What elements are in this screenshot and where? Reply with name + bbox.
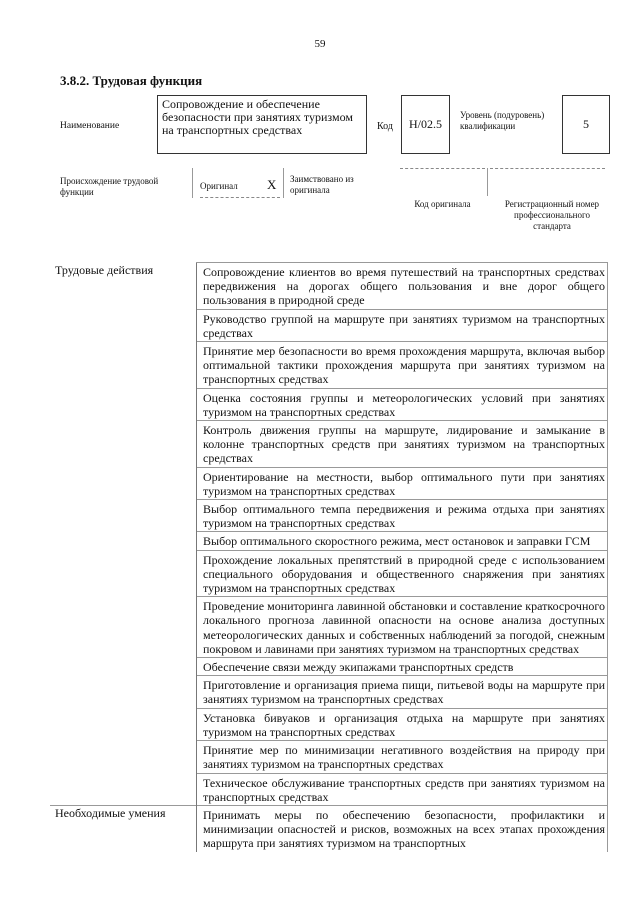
origin-underline-1	[200, 197, 280, 198]
list-item: Принимать меры по обеспечению безопасности, профилактики и минимизации опасностей и рисков, возможных на всех этапах прохождения маршрута при занятиях туризмом на транспортных	[197, 805, 608, 851]
name-label: Наименование	[60, 121, 120, 131]
list-item: Приготовление и организация приема пищи, питьевой воды на маршруте при занятиях туризмом на транспортных средствах	[197, 676, 608, 708]
section-label-skills: Необходимые умения	[50, 805, 197, 851]
origin-divider-1	[192, 168, 193, 198]
original-label: Оригинал	[200, 181, 238, 191]
origin-divider-2	[283, 168, 284, 198]
section-label-actions: Трудовые действия	[55, 262, 154, 277]
list-item: Прохождение локальных препятствий в природной среде с использованием специального оборудования и общественного снаряжения при занятиях туризмом на транспортных средствах	[197, 550, 608, 597]
function-name-box: Сопровождение и обеспечение безопасности при занятиях туризмом на транспортных средствах	[157, 95, 367, 154]
labor-function-table	[50, 262, 608, 852]
level-label: Уровень (подуровень) квалификации	[460, 110, 545, 131]
section-heading: 3.8.2. Трудовая функция	[60, 73, 203, 88]
table-row	[50, 805, 608, 851]
code-box: Н/02.5	[401, 95, 450, 154]
list-item: Руководство группой на маршруте при занятиях туризмом на транспортных средствах	[197, 309, 608, 341]
list-item: Выбор оптимального темпа передвижения и режима отдыха при занятиях туризмом на транспортных средствах	[197, 500, 608, 532]
borrowed-label: Заимствовано из оригинала	[290, 174, 354, 195]
origin-label: Происхождение трудовой функции	[60, 176, 159, 197]
list-item: Техническое обслуживание транспортных средств при занятиях туризмом на транспортных средствах	[197, 773, 608, 805]
list-item: Ориентирование на местности, выбор оптимального пути при занятиях туризмом на транспортных средствах	[197, 467, 608, 499]
code-label: Код	[377, 121, 393, 132]
list-item: Сопровождение клиентов во время путешествий на транспортных средствах передвижения на дорогах общего пользования и вне дорог общего пользования в природной среде	[197, 263, 608, 310]
origin-reg-line	[490, 168, 605, 169]
origin-code-line	[400, 168, 485, 169]
code-original-label: Код оригинала	[414, 199, 471, 209]
origin-divider-3	[487, 168, 488, 196]
list-item: Установка бивуаков и организация отдыха на маршруте при занятиях туризмом на транспортных средствах	[197, 708, 608, 740]
level-box: 5	[562, 95, 610, 154]
page-number: 59	[314, 38, 326, 50]
list-item: Выбор оптимального скоростного режима, мест остановок и заправки ГСМ	[197, 532, 608, 550]
list-item: Обеспечение связи между экипажами транспортных средств	[197, 658, 608, 676]
list-item: Контроль движения группы на маршруте, лидирование и замыкание в колонне транспортных средств при занятиях туризмом на транспортных средствах	[197, 421, 608, 468]
list-item: Оценка состояния группы и метеорологических условий при занятиях туризмом на транспортных средствах	[197, 388, 608, 420]
reg-number-label: Регистрационный номер профессионального стандарта	[504, 199, 600, 231]
list-item: Проведение мониторинга лавинной обстановки и составление краткосрочного локального прогноза лавинной опасности на основе анализа доступных метеорологических данных и собственных наблюдений за погодой, снежным покровом и лавинами при занятиях туризмом на транспортных средствах	[197, 597, 608, 658]
list-item: Принятие мер безопасности во время прохождения маршрута, включая выбор оптимальной тактики прохождения маршрута при занятиях туризмом на транспортных средствах	[197, 342, 608, 389]
original-mark: X	[267, 177, 277, 192]
list-item: Принятие мер по минимизации негативного воздействия на природу при занятиях туризмом на транспортных средствах	[197, 741, 608, 773]
table-row	[50, 263, 608, 310]
